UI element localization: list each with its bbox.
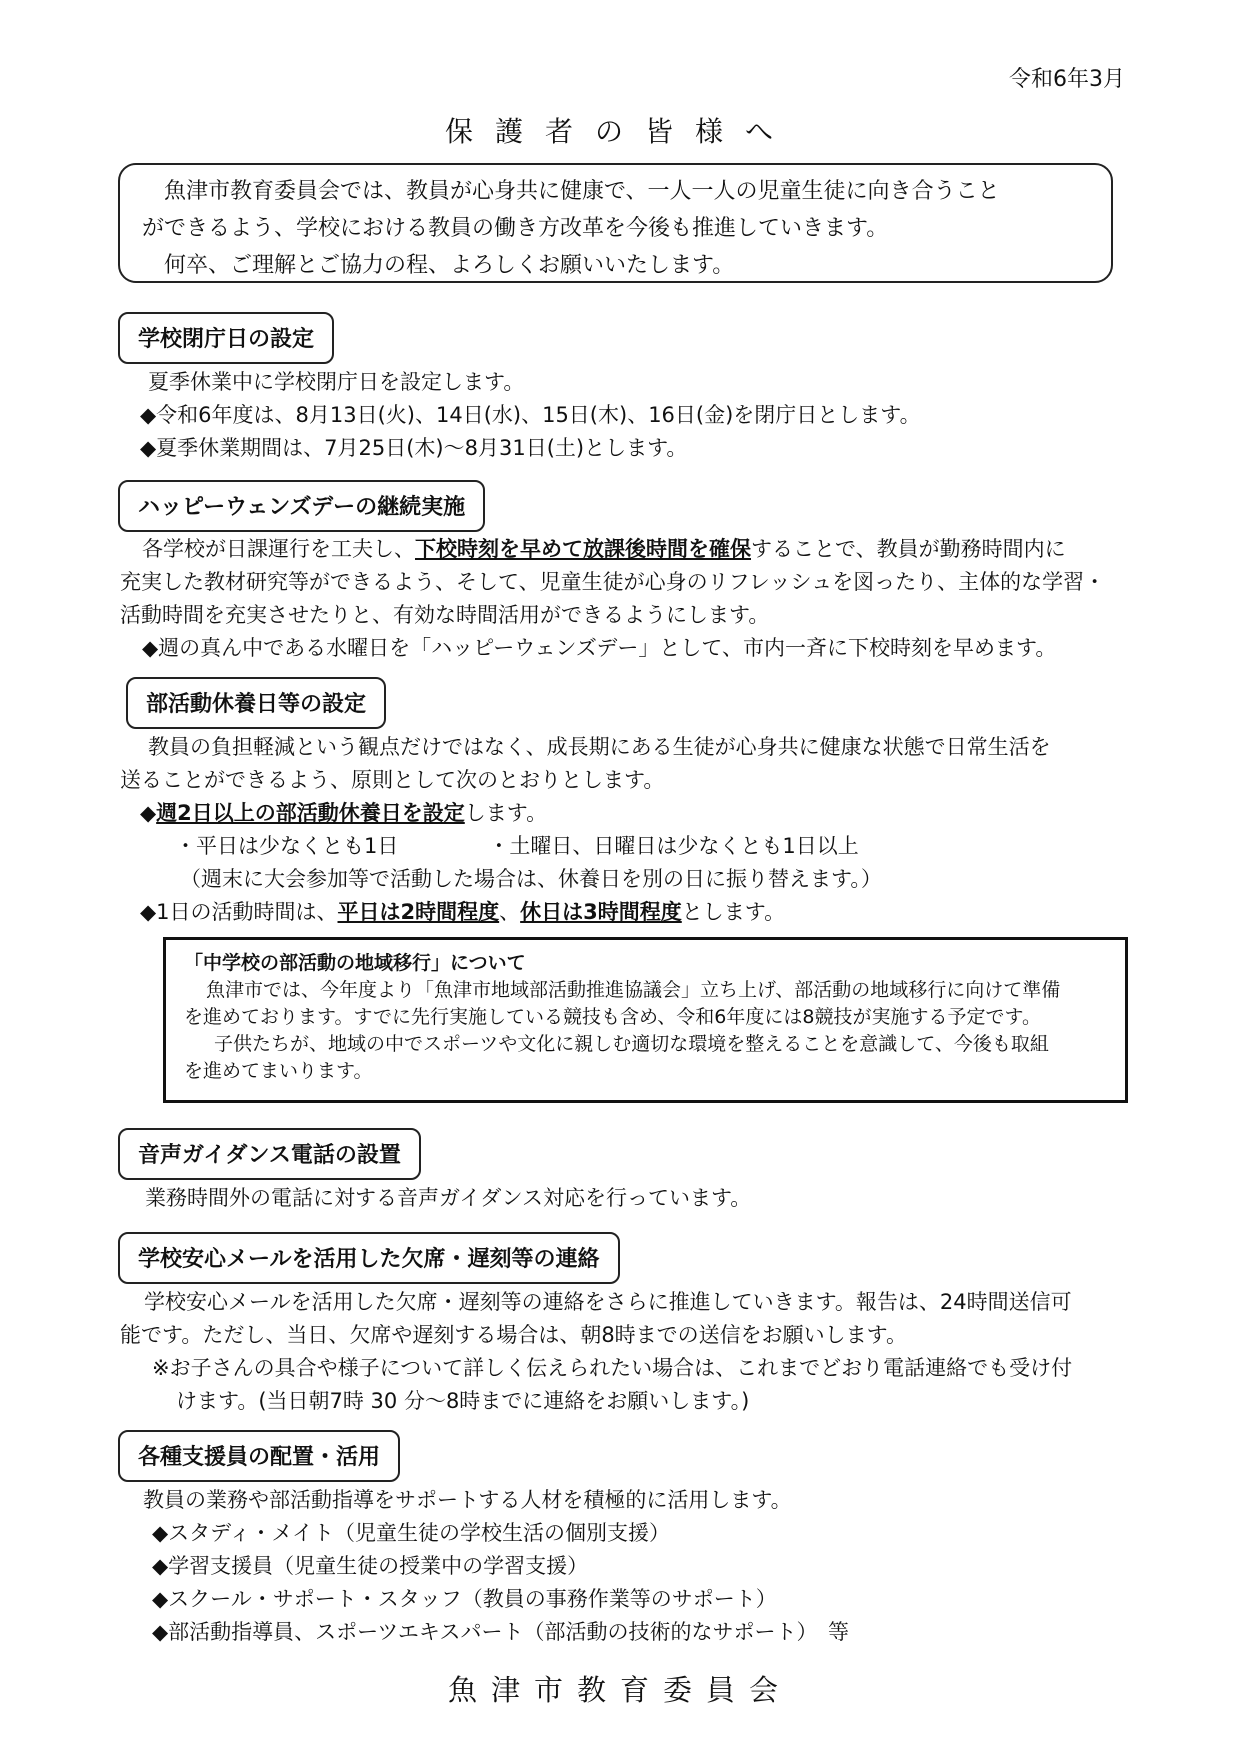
text-line: （週末に大会参加等で活動した場合は、休養日を別の日に振り替えます。）: [180, 867, 882, 891]
text-fragment: します。: [464, 801, 548, 825]
intro-line-3: 何卒、ご理解とご協力の程、よろしくお願いいたします。: [164, 253, 735, 278]
text-fragment: 各学校が日課運行を工夫し、: [142, 537, 415, 561]
text-line: [120, 797, 1120, 830]
section-happy-wednesday-body: [120, 533, 1120, 665]
underlined-text: 下校時刻を早めて放課後時間を確保: [415, 537, 751, 561]
text-line: 子供たちが、地域の中でスポーツや文化に親しむ適切な環境を整えることを意識して、今後も取組: [214, 1033, 1049, 1055]
section-heading-happy-wednesday: ハッピーウェンズデーの継続実施: [118, 480, 485, 532]
section-heading-closure-days: 学校閉庁日の設定: [118, 312, 334, 364]
text-line: 充実した教材研究等ができるよう、そして、児童生徒が心身のリフレッシュを図ったり、主体的な学習・: [120, 570, 1106, 594]
text-line: [120, 830, 1120, 863]
text-fragment: ◆: [140, 801, 157, 825]
text-line: 業務時間外の電話に対する音声ガイダンス対応を行っています。: [145, 1186, 752, 1210]
text-fragment: 、: [499, 900, 521, 924]
section-heading-school-mail: 学校安心メールを活用した欠席・遅刻等の連絡: [118, 1232, 620, 1284]
text-line: 夏季休業中に学校閉庁日を設定します。: [148, 370, 525, 394]
text-line: 能です。ただし、当日、欠席や遅刻する場合は、朝8時までの送信をお願いします。: [120, 1323, 907, 1347]
text-line: けます。(当日朝7時 30 分～8時までに連絡をお願いします。): [176, 1389, 750, 1413]
section-voice-guidance-body: [145, 1182, 751, 1215]
section-heading-club-rest-days: 部活動休養日等の設定: [126, 677, 386, 729]
text-line: [120, 896, 1120, 929]
intro-line-2: ができるよう、学校における教員の働き方改革を今後も推進していきます。: [142, 216, 889, 241]
text-line: ◆スタディ・メイト（児童生徒の学校生活の個別支援）: [152, 1521, 671, 1545]
section-heading-voice-guidance: 音声ガイダンス電話の設置: [118, 1128, 421, 1180]
text-fragment: ・平日は少なくとも1日: [175, 834, 399, 858]
intro-line-1: 魚津市教育委員会では、教員が心身共に健康で、一人一人の児童生徒に向き合うこと: [164, 179, 1000, 204]
text-line: ◆夏季休業期間は、7月25日(木)～8月31日(土)とします。: [140, 436, 688, 460]
section-support-staff-body: [143, 1484, 849, 1649]
text-line: ◆学習支援員（児童生徒の授業中の学習支援）: [152, 1554, 589, 1578]
text-fragment: ◆1日の活動時間は、: [140, 900, 338, 924]
text-line: ※お子さんの具合や様子について詳しく伝えられたい場合は、これまでどおり電話連絡でも受け付: [152, 1356, 1073, 1380]
text-line: ◆スクール・サポート・スタッフ（教員の事務作業等のサポート）: [152, 1587, 777, 1611]
section-club-rest-days-body: [120, 731, 1120, 929]
text-line: 教員の業務や部活動指導をサポートする人材を積極的に活用します。: [143, 1488, 792, 1512]
underlined-text: 平日は2時間程度: [337, 900, 500, 924]
intro-box: [118, 163, 1113, 283]
text-line: を進めてまいります。: [184, 1060, 373, 1082]
text-line: ◆部活動指導員、スポーツエキスパート（部活動の技術的なサポート） 等: [152, 1620, 849, 1644]
club-transition-note-box: [163, 937, 1128, 1103]
text-line: 学校安心メールを活用した欠席・遅刻等の連絡をさらに推進していきます。報告は、24時間送信可: [144, 1290, 1072, 1314]
section-heading-support-staff: 各種支援員の配置・活用: [118, 1430, 400, 1482]
underlined-text: 休日は3時間程度: [520, 900, 682, 924]
text-fragment: ・土曜日、日曜日は少なくとも1日以上: [488, 834, 859, 858]
document-title: 保護者の皆様へ: [444, 115, 795, 148]
text-line: を進めております。すでに先行実施している競技も含め、令和6年度には8競技が実施する予定です。: [184, 1006, 1041, 1028]
document-date: 令和6年3月: [1009, 67, 1125, 92]
text-line: 送ることができるよう、原則として次のとおりとします。: [120, 768, 665, 792]
note-heading: 「中学校の部活動の地域移行」について: [184, 952, 526, 974]
text-fragment: することで、教員が勤務時間内に: [751, 537, 1066, 561]
text-line: 活動時間を充実させたりと、有効な時間活用ができるようにします。: [120, 603, 770, 627]
text-line: [120, 533, 1120, 566]
text-line: ◆令和6年度は、8月13日(火)、14日(水)、15日(木)、16日(金)を閉庁日とします。: [140, 403, 921, 427]
underlined-text: 週2日以上の部活動休養日を設定: [156, 801, 465, 825]
section-closure-days-body: [140, 366, 921, 465]
text-line: ◆週の真ん中である水曜日を「ハッピーウェンズデー」として、市内一斉に下校時刻を早めます。: [142, 636, 1057, 660]
section-school-mail-body: [120, 1286, 1120, 1418]
text-line: 魚津市では、今年度より「魚津市地域部活動推進協議会」立ち上げ、部活動の地域移行に向けて準備: [206, 979, 1061, 1001]
issuer-signature: 魚津市教育委員会: [447, 1673, 792, 1707]
text-line: 教員の負担軽減という観点だけではなく、成長期にある生徒が心身共に健康な状態で日常生活を: [148, 735, 1051, 759]
text-fragment: とします。: [681, 900, 786, 924]
